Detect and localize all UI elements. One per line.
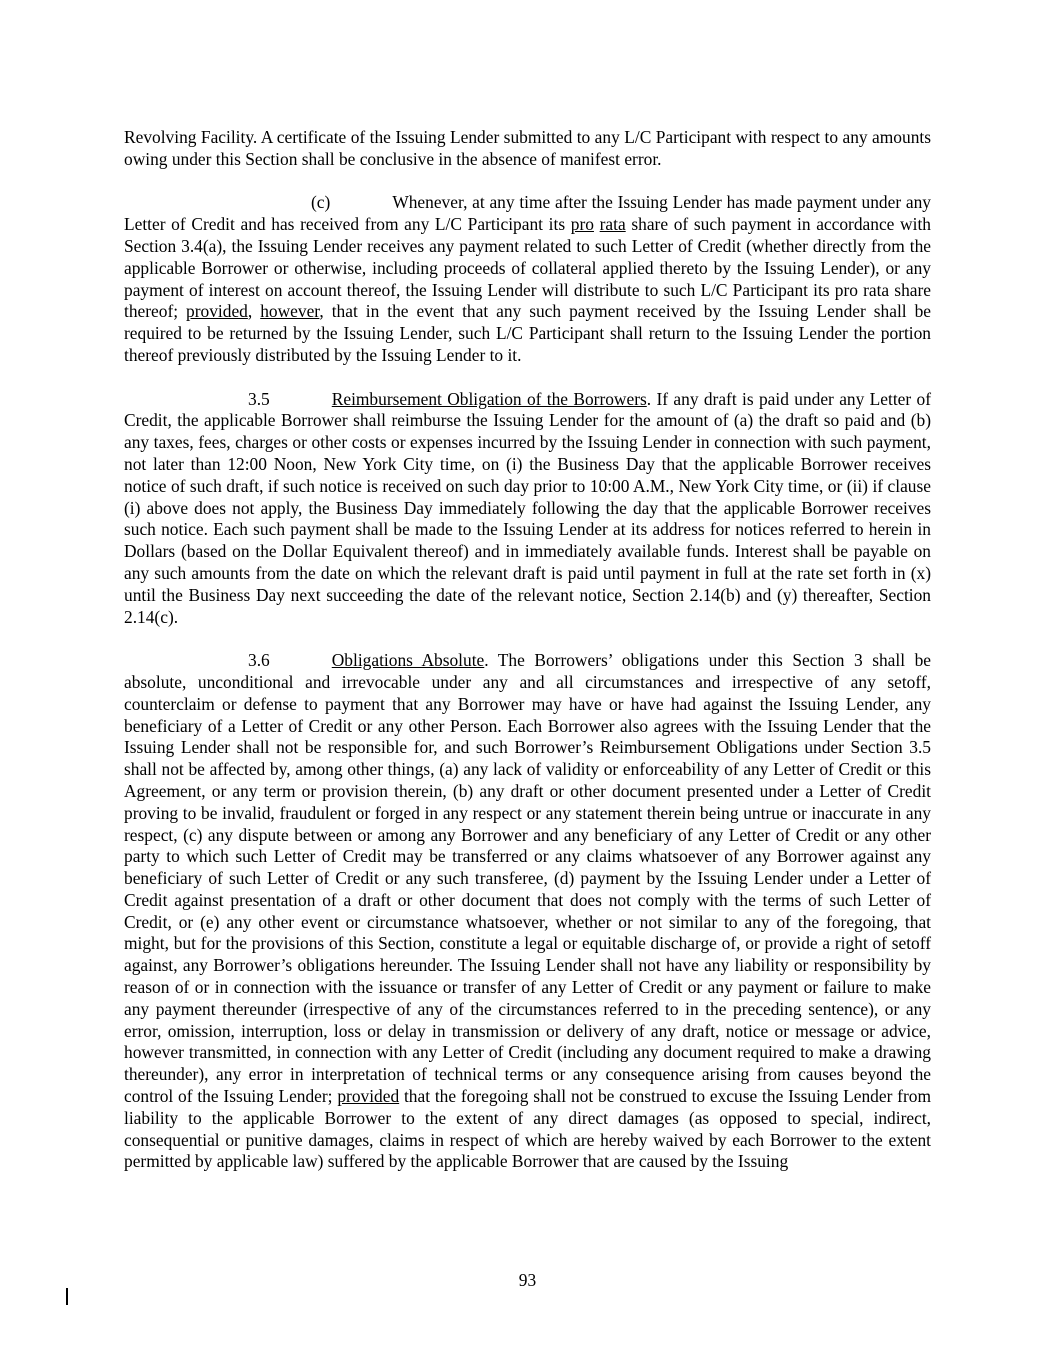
section-3-6 [124, 650, 931, 1173]
tab-space [270, 650, 332, 672]
underlined-pro: pro [570, 214, 594, 235]
underlined-provided: provided [337, 1086, 400, 1107]
document-page [124, 127, 931, 1173]
section-heading: Reimbursement Obligation of the Borrowers [331, 388, 647, 409]
paragraph-revolving-facility [124, 127, 931, 171]
clause-text-5: , that in the event that any such payment received by the Issuing Lender shall be required to be returned by the Issuing Lender, such L/C Participant shall return to the Issuing Lender the portion thereof previously distributed by the Issuing Lender to it. [124, 301, 932, 365]
section-heading: Obligations Absolute [331, 650, 485, 671]
section-number: 3.6 [248, 650, 270, 671]
clause-text-4: , [247, 301, 261, 322]
clause-text-3: share of such payment in accordance with Section 3.4(a), the Issuing Lender receives any payment related to such Letter of Credit (whether directly from the applicable Borrower or otherwise, including proceeds of collateral applied thereto by the Issuing Lender), or any payment of interest on account thereof, the Issuing Lender will distribute to such L/C Participant its pro rata share thereof; [124, 214, 931, 322]
section-number: 3.5 [248, 388, 270, 409]
underlined-rata: rata [599, 214, 626, 235]
clause-text-1: Whenever, at any time after the Issuing Lender has made payment under any Letter of Credit and has received from any L/C Participant its [124, 192, 931, 235]
underlined-however: however [260, 301, 320, 322]
clause-label: (c) [311, 192, 331, 213]
paragraph-clause-c [124, 192, 931, 366]
paragraph-text: Revolving Facility. A certificate of the Issuing Lender submitted to any L/C Participant with respect to any amounts owing under this Section shall be conclusive in the absence of manifest error. [124, 127, 931, 169]
tab-space [270, 389, 332, 411]
underlined-provided: provided [186, 301, 248, 322]
revision-bar [66, 1288, 68, 1305]
section-body-2: that the foregoing shall not be construed to excuse the Issuing Lender from liability to the applicable Borrower to the extent of any direct damages (as opposed to special, indirect, consequential or punitive damages, claims in respect of which are hereby waived by each Borrower to the extent permitted by applicable law) suffered by the applicable Borrower that are caused by the Issuing [124, 1086, 931, 1172]
page-number: 93 [518, 1270, 537, 1290]
section-body-1: . The Borrowers’ obligations under this Section 3 shall be absolute, unconditional and irrevocable under any and all circumstances and irrespective of any setoff, counterclaim or defense to payment that any Borrower may have or have had against the Issuing Lender, any beneficiary of a Letter of Credit or any other Person. Each Borrower also agrees with the Issuing Lender that the Issuing Lender shall not be responsible for, and such Borrower’s Reimbursement Obligations under Section 3.5 shall not be affected by, among other things, (a) any lack of validity or enforceability of any Letter of Credit or this Agreement, or any term or provision therein, (b) any draft or other document presented under a Letter of Credit proving to be invalid, fraudulent or forged in any respect or any statement therein being untrue or inaccurate in any respect, (c) any dispute between or among any Borrower and any beneficiary of any Letter of Credit or any other party to which such Letter of Credit may be transferred or any claims whatsoever of any Borrower against any beneficiary of such Letter of Credit or any such transferee, (d) payment by the Issuing Lender under a Letter of Credit against presentation of a draft or other document that does not comply with the terms of such Letter of Credit, or (e) any other event or circumstance whatsoever, whether or not similar to any of the foregoing, that might, but for the provisions of this Section, constitute a legal or equitable discharge of, or provide a right of setoff against, any Borrower’s obligations hereunder. The Issuing Lender shall not have any liability or responsibility by reason of or in connection with the issuance or transfer of any Letter of Credit or any payment or failure to make any payment thereunder (irrespective of any of the circumstances referred to in the preceding sentence), or any error, omission, interruption, loss or delay in transmission or delivery of any draft, notice or message or advice, however transmitted, in connection with any Letter of Credit (including any document required to make a drawing thereunder), any error in interpretation of technical terms or any consequence arising from causes beyond the control of the Issuing Lender; [124, 650, 931, 1107]
section-3-5 [124, 389, 931, 629]
section-body: . If any draft is paid under any Letter of Credit, the applicable Borrower shall reimburse the Issuing Lender for the amount of (a) the draft so paid and (b) any taxes, fees, charges or other costs or expenses incurred by the Issuing Lender in connection with such payment, not later than 12:00 Noon, New York City time, on (i) the Business Day that the applicable Borrower receives notice of such draft, if such notice is received on such day prior to 10:00 A.M., New York City time, or (ii) if clause (i) above does not apply, the Business Day immediately following the day that the applicable Borrower receives such notice. Each such payment shall be made to the Issuing Lender at its address for notices referred to herein in Dollars (based on the Dollar Equivalent thereof) and in immediately available funds. Interest shall be payable on any such amounts from the date on which the relevant draft is paid until payment in full at the rate set forth in (x) until the Business Day next succeeding the date of the relevant notice, Section 2.14(b) and (y) thereafter, Section 2.14(c). [124, 388, 931, 627]
